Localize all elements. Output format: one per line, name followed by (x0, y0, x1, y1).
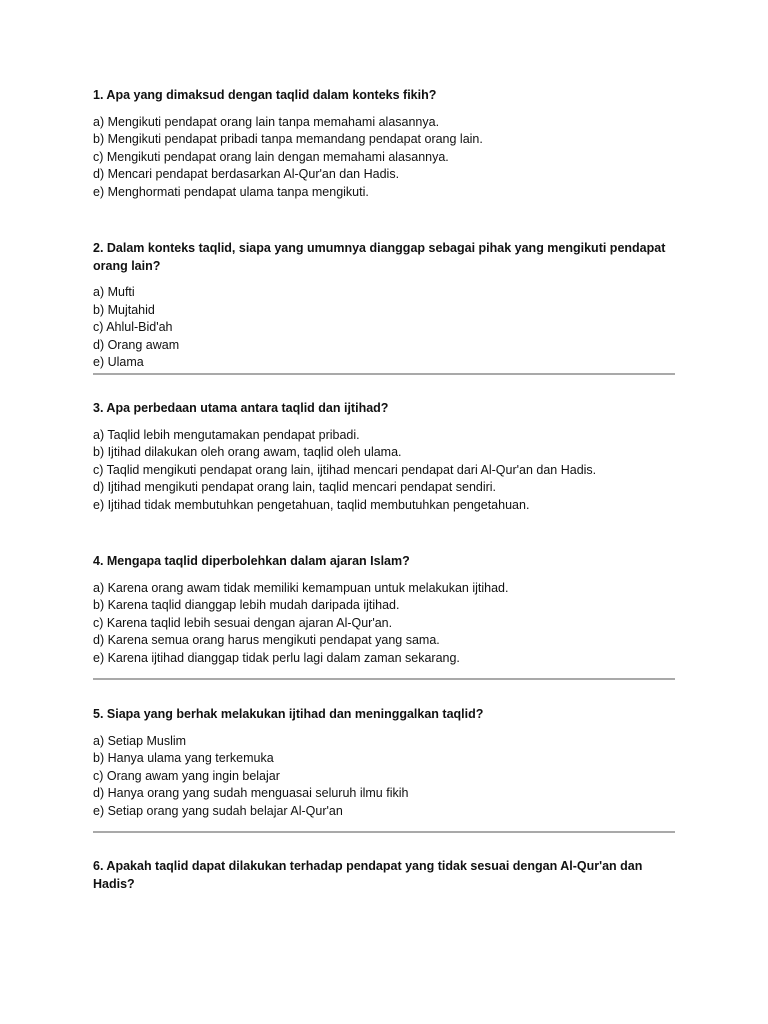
option-e: e) Setiap orang yang sudah belajar Al-Qur'an (93, 803, 343, 818)
option-d: d) Hanya orang yang sudah menguasai seluruh ilmu fikih (93, 786, 409, 801)
question-2 (93, 240, 675, 372)
question-5 (93, 706, 675, 820)
question-3 (93, 400, 675, 514)
divider (93, 678, 675, 680)
divider (93, 831, 675, 833)
question-text: 6. Apakah taqlid dapat dilakukan terhadap pendapat yang tidak sesuai dengan Al-Qur'an dan Hadis? (93, 859, 643, 891)
option-c: c) Ahlul-Bid'ah (93, 320, 173, 335)
option-c: c) Orang awam yang ingin belajar (93, 768, 280, 783)
options-list (93, 114, 675, 202)
option-a: a) Taqlid lebih mengutamakan pendapat pribadi. (93, 427, 360, 442)
question-text: 1. Apa yang dimaksud dengan taqlid dalam konteks fikih? (93, 88, 437, 102)
options-list (93, 284, 675, 372)
option-e: e) Karena ijtihad dianggap tidak perlu lagi dalam zaman sekarang. (93, 650, 460, 665)
option-b: b) Ijtihad dilakukan oleh orang awam, taqlid oleh ulama. (93, 445, 402, 460)
option-a: a) Mufti (93, 285, 135, 299)
divider (93, 373, 675, 375)
options-list (93, 733, 675, 821)
question-1 (93, 87, 675, 201)
options-list (93, 427, 675, 515)
option-d: d) Karena semua orang harus mengikuti pendapat yang sama. (93, 633, 440, 648)
option-d: d) Orang awam (93, 337, 180, 352)
option-b: b) Karena taqlid dianggap lebih mudah daripada ijtihad. (93, 598, 400, 613)
option-a: a) Karena orang awam tidak memiliki kemampuan untuk melakukan ijtihad. (93, 580, 509, 595)
option-a: a) Setiap Muslim (93, 733, 187, 748)
option-a: a) Mengikuti pendapat orang lain tanpa memahami alasannya. (93, 114, 440, 129)
option-e: e) Menghormati pendapat ulama tanpa mengikuti. (93, 184, 369, 199)
option-c: c) Mengikuti pendapat orang lain dengan memahami alasannya. (93, 149, 449, 164)
question-text: 4. Mengapa taqlid diperbolehkan dalam ajaran Islam? (93, 554, 410, 568)
question-text: 5. Siapa yang berhak melakukan ijtihad dan meninggalkan taqlid? (93, 707, 484, 721)
option-b: b) Hanya ulama yang terkemuka (93, 751, 274, 766)
option-d: d) Ijtihad mengikuti pendapat orang lain, taqlid mencari pendapat sendiri. (93, 480, 497, 495)
option-b: b) Mengikuti pendapat pribadi tanpa memandang pendapat orang lain. (93, 132, 483, 147)
options-list (93, 580, 675, 668)
question-4 (93, 553, 675, 667)
option-e: e) Ulama (93, 355, 144, 370)
question-text: 2. Dalam konteks taqlid, siapa yang umumnya dianggap sebagai pihak yang mengikuti pendapat orang lain? (93, 241, 666, 273)
option-b: b) Mujtahid (93, 302, 155, 317)
question-text: 3. Apa perbedaan utama antara taqlid dan ijtihad? (93, 401, 389, 415)
option-c: c) Taqlid mengikuti pendapat orang lain, ijtihad mencari pendapat dari Al-Qur'an dan Hadis. (93, 462, 597, 477)
option-c: c) Karena taqlid lebih sesuai dengan ajaran Al-Qur'an. (93, 615, 393, 630)
option-e: e) Ijtihad tidak membutuhkan pengetahuan, taqlid membutuhkan pengetahuan. (93, 497, 530, 512)
option-d: d) Mencari pendapat berdasarkan Al-Qur'an dan Hadis. (93, 167, 400, 182)
question-6 (93, 858, 675, 893)
